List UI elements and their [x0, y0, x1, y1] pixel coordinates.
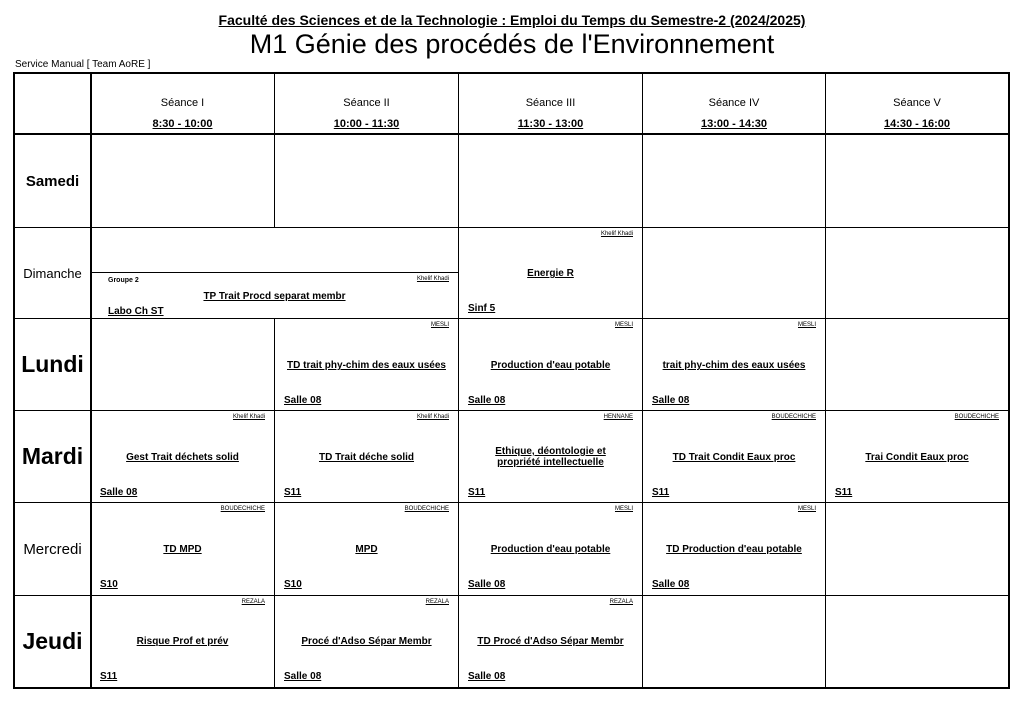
day-label-lundi: Lundi — [21, 351, 84, 377]
institution-header: Faculté des Sciences et de la Technologie : Emploi du Temps du Semestre-2 (2024/2025) — [218, 12, 806, 28]
session-time: 13:00 - 14:30 — [700, 118, 768, 130]
session-time: 8:30 - 10:00 — [152, 118, 213, 130]
session-label: Séance IV — [708, 97, 760, 109]
course-name: Procé d'Adso Sépar Membr — [301, 636, 432, 647]
session-label: Séance II — [343, 97, 390, 109]
teacher-name: MESLI — [614, 506, 633, 512]
course-name: MPD — [355, 544, 378, 555]
teacher-name: REZALA — [609, 599, 633, 605]
session-time: 14:30 - 16:00 — [883, 118, 951, 130]
grid-border-right — [1008, 72, 1010, 689]
room-label: Salle 08 — [100, 487, 138, 498]
teacher-name: Khelif Khadi — [600, 231, 633, 237]
course-slot-dimanche-s3 — [459, 228, 642, 318]
course-name: TD Trait déche solid — [318, 452, 415, 463]
room-label: S10 — [100, 579, 118, 590]
room-label: Salle 08 — [468, 671, 506, 682]
session-label: Séance I — [160, 97, 205, 109]
course-slot-jeudi-s1 — [91, 596, 274, 687]
room-label: S11 — [652, 487, 670, 498]
teacher-name: Khelif Khadi — [232, 414, 265, 420]
teacher-name: Khelif Khadi — [416, 276, 449, 282]
grid-vline-s1-s2-top — [274, 72, 275, 227]
room-label: S11 — [468, 487, 486, 498]
teacher-name: MESLI — [797, 322, 816, 328]
course-slot-jeudi-s3 — [459, 596, 642, 687]
course-name: Gest Trait déchets solid — [126, 452, 239, 463]
day-label-dimanche: Dimanche — [23, 265, 82, 281]
course-slot-mercredi-s4 — [643, 503, 825, 595]
course-name: Production d'eau potable — [490, 544, 611, 555]
teacher-name: HENNANE — [603, 414, 633, 420]
room-label: Salle 08 — [468, 395, 506, 406]
room-label: S11 — [284, 487, 302, 498]
course-slot-mercredi-s2 — [275, 503, 458, 595]
room-label: Salle 08 — [652, 395, 690, 406]
grid-header-separator — [13, 133, 1010, 135]
room-label: Salle 08 — [284, 395, 322, 406]
course-name: Trai Condit Eaux proc — [865, 452, 969, 463]
course-name: Production d'eau potable — [490, 360, 611, 371]
session-label: Séance III — [525, 97, 576, 109]
room-label: Labo Ch ST — [108, 306, 164, 317]
course-name: TP Trait Procd separat membr — [203, 291, 346, 302]
course-slot-mardi-s3 — [459, 411, 642, 502]
grid-border-top — [13, 72, 1010, 74]
room-label: S11 — [835, 487, 853, 498]
teacher-name: REZALA — [241, 599, 265, 605]
session-header-2 — [275, 97, 458, 130]
course-slot-lundi-s2 — [275, 319, 458, 410]
room-label: S10 — [284, 579, 302, 590]
course-name: TD trait phy-chim des eaux usées — [287, 360, 446, 371]
course-name: Risque Prof et prév — [136, 636, 229, 647]
grid-border-bottom — [13, 687, 1010, 689]
day-label-samedi: Samedi — [25, 172, 80, 190]
session-header-5 — [826, 97, 1008, 130]
course-slot-mardi-s4 — [643, 411, 825, 502]
room-label: S11 — [100, 671, 118, 682]
teacher-name: MESLI — [430, 322, 449, 328]
course-slot-lundi-s4 — [643, 319, 825, 410]
session-time: 11:30 - 13:00 — [517, 118, 584, 130]
teacher-name: Khelif Khadi — [416, 414, 449, 420]
group-label: Groupe 2 — [108, 277, 139, 284]
room-label: Salle 08 — [468, 579, 506, 590]
course-name: TD MPD — [163, 544, 202, 555]
session-header-4 — [643, 97, 825, 130]
room-label: Salle 08 — [284, 671, 322, 682]
course-name: trait phy-chim des eaux usées — [662, 360, 806, 371]
teacher-name: MESLI — [614, 322, 633, 328]
session-label: Séance V — [893, 97, 941, 109]
course-slot-lundi-s3 — [459, 319, 642, 410]
course-slot-mardi-s1 — [91, 411, 274, 502]
day-label-jeudi: Jeudi — [22, 628, 83, 654]
teacher-name: BOUDECHICHE — [954, 414, 999, 420]
course-slot-mardi-s2 — [275, 411, 458, 502]
course-name: TD Trait Condit Eaux proc — [672, 452, 796, 463]
session-time: 10:00 - 11:30 — [333, 118, 400, 130]
teacher-name: BOUDECHICHE — [220, 506, 265, 512]
course-slot-mercredi-s1 — [91, 503, 274, 595]
session-header-1 — [91, 97, 274, 130]
teacher-name: MESLI — [797, 506, 816, 512]
day-label-mercredi: Mercredi — [23, 540, 82, 558]
service-note: Service Manual [ Team AoRE ] — [15, 59, 151, 70]
day-label-mardi: Mardi — [21, 443, 84, 469]
course-slot-mercredi-s3 — [459, 503, 642, 595]
room-label: Sinf 5 — [468, 303, 496, 314]
session-header-3 — [459, 97, 642, 130]
course-slot-dimanche-tp — [91, 273, 458, 318]
teacher-name: BOUDECHICHE — [404, 506, 449, 512]
teacher-name: BOUDECHICHE — [771, 414, 816, 420]
course-slot-mardi-s5 — [826, 411, 1008, 502]
course-name: TD Production d'eau potable — [666, 544, 802, 555]
teacher-name: REZALA — [425, 599, 449, 605]
course-name: Energie R — [527, 268, 574, 279]
program-title: M1 Génie des procédés de l'Environnement — [249, 29, 775, 59]
course-name: Ethique, déontologie et propriété intellectuelle — [495, 446, 606, 468]
room-label: Salle 08 — [652, 579, 690, 590]
course-slot-jeudi-s2 — [275, 596, 458, 687]
course-name: TD Procé d'Adso Sépar Membr — [477, 636, 624, 647]
